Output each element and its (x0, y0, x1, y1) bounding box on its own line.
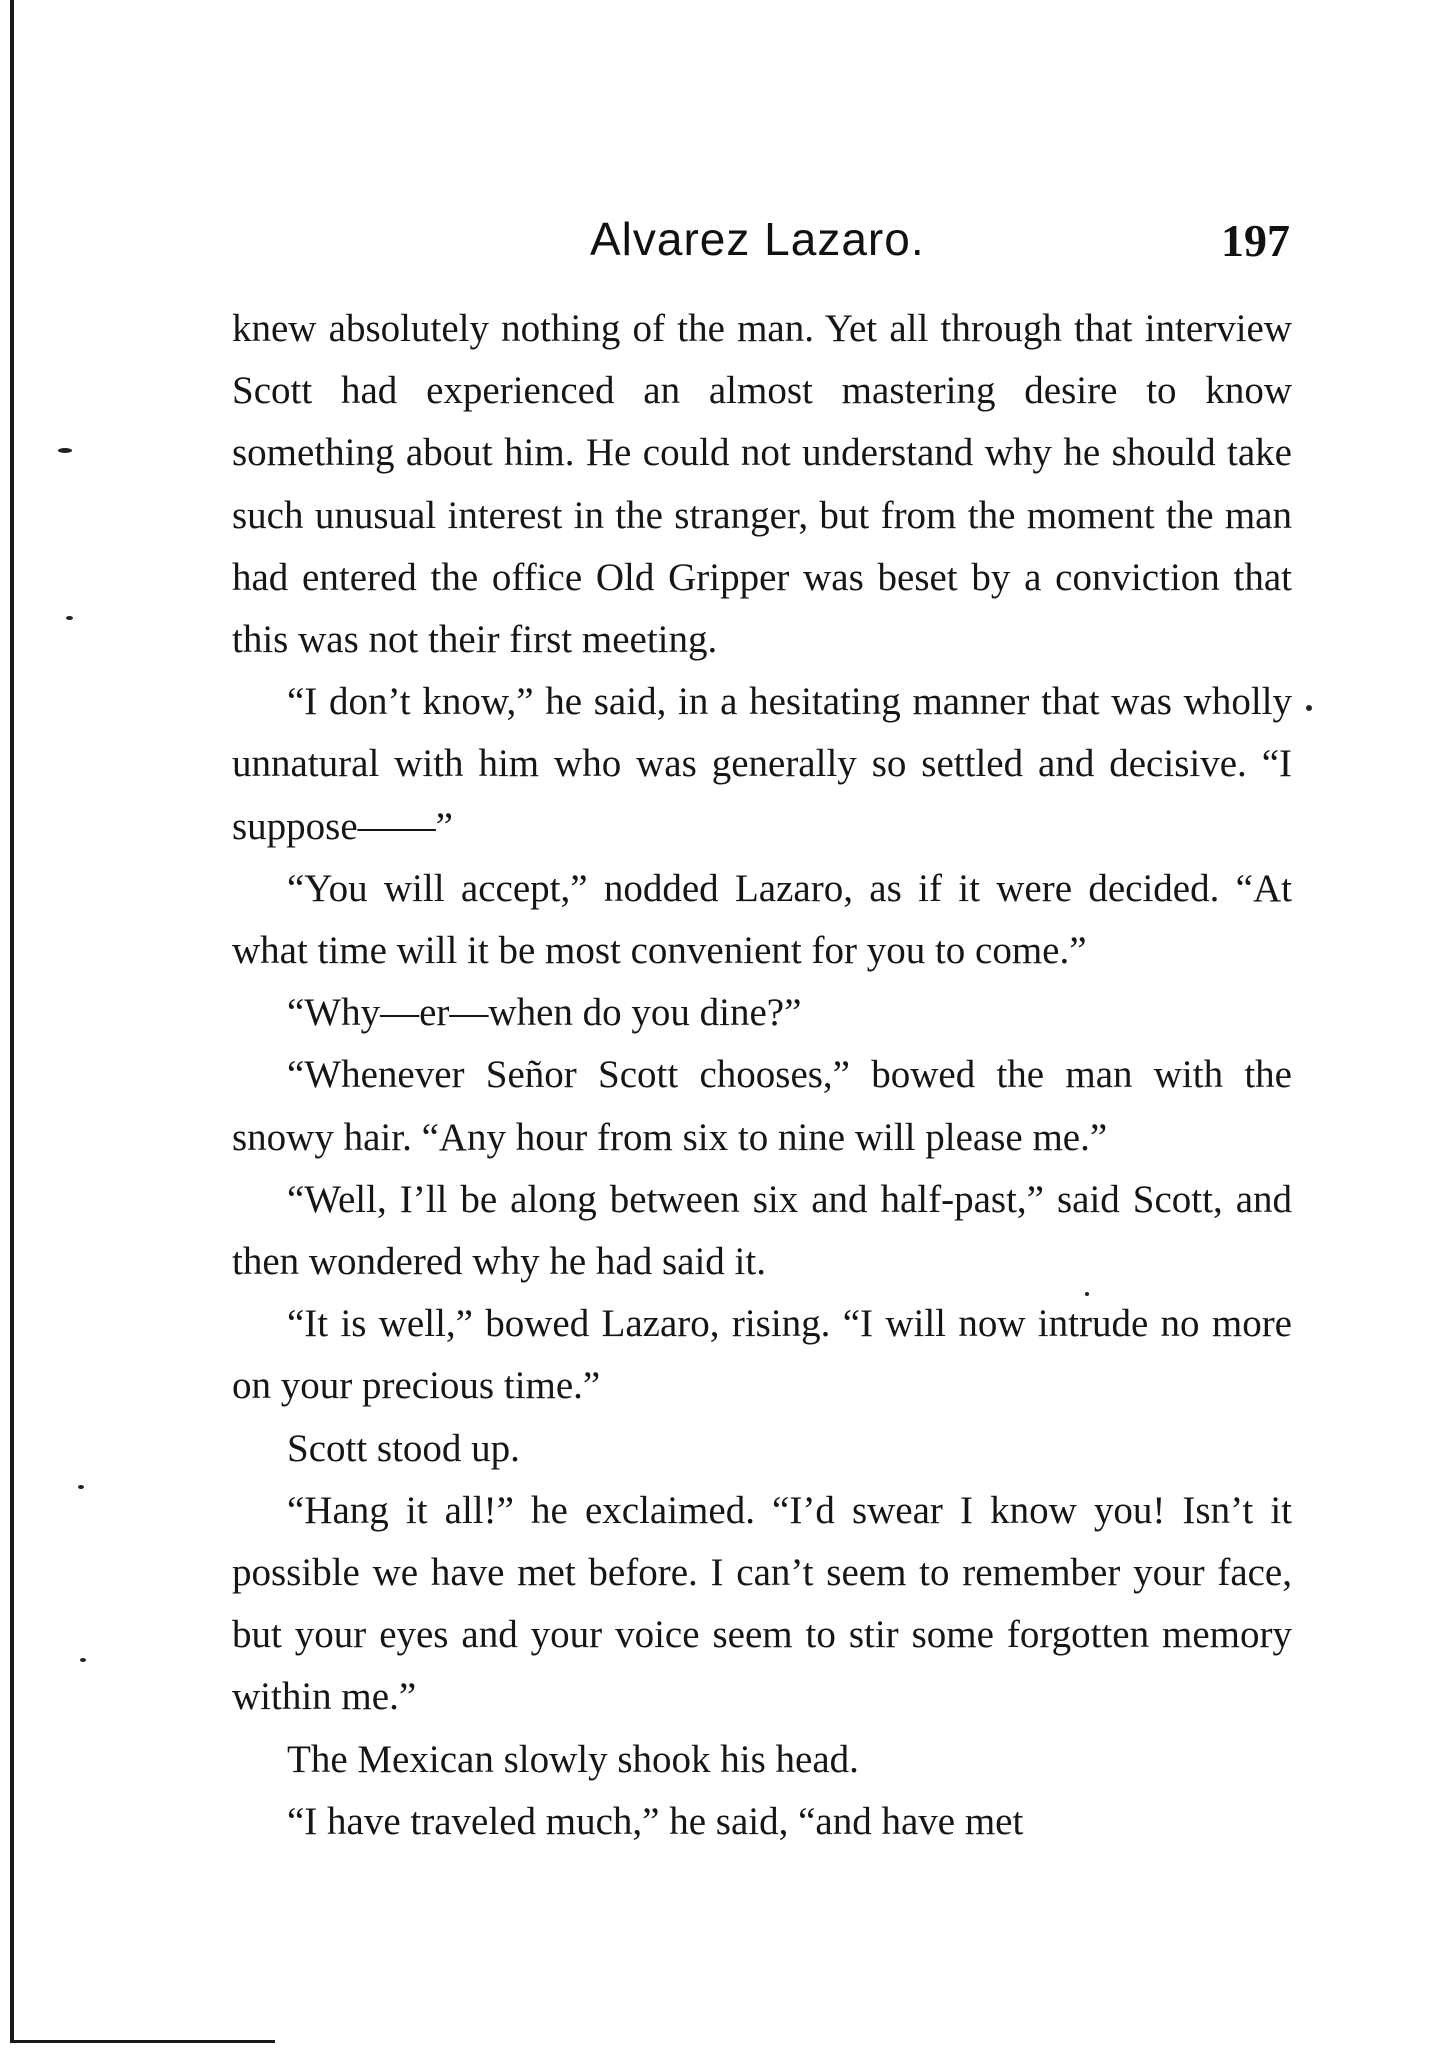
body-text (232, 298, 1292, 1853)
paragraph: Scott stood up. (287, 1426, 520, 1470)
print-speck (80, 1658, 86, 1662)
paragraph: “I have traveled much,” he said, “and have met (287, 1799, 1024, 1843)
paragraph: The Mexican slowly shook his head. (287, 1737, 859, 1781)
page-binding-edge (10, 0, 14, 2040)
page-binding-bottom (10, 2040, 275, 2043)
print-speck (58, 448, 72, 453)
running-title: Alvarez Lazaro. (590, 213, 925, 265)
paragraph: “Why—er—when do you dine?” (287, 991, 802, 1035)
print-speck (78, 1485, 84, 1489)
paragraph: “Whenever Señor Scott chooses,” bowed the man with the snowy hair. “Any hour from six to nine will please me.” (232, 1053, 1292, 1159)
paragraph: knew absolutely nothing of the man. Yet all through that interview Scott had experienced an almost mastering desire to know something about him. He could not understand why he should take such unusual interest in the stranger, but from the moment the man had entered the office Old Gripper was beset by a conviction that this was not their first meeting. (232, 307, 1292, 662)
paragraph: “I don’t know,” he said, in a hesitating manner that was wholly unnatural with him who was generally so settled and decisive. “I suppose——” (232, 680, 1292, 848)
paragraph: “It is well,” bowed Lazaro, rising. “I will now intrude no more on your precious time.” (232, 1302, 1292, 1408)
print-speck (1306, 705, 1312, 711)
print-speck (66, 616, 73, 620)
paragraph: “You will accept,” nodded Lazaro, as if it were decided. “At what time will it be most convenient for you to come.” (232, 866, 1292, 973)
page-header (230, 212, 1290, 282)
paragraph: “Hang it all!” he exclaimed. “I’d swear I know you! Isn’t it possible we have met before. I can’t seem to remember your face, but your eyes and your voice seem to stir some forgotten memory within me.” (232, 1488, 1292, 1719)
paragraph: “Well, I’ll be along between six and half-past,” said Scott, and then wondered why he had said it. (232, 1177, 1292, 1284)
page-number: 197 (1221, 215, 1290, 266)
